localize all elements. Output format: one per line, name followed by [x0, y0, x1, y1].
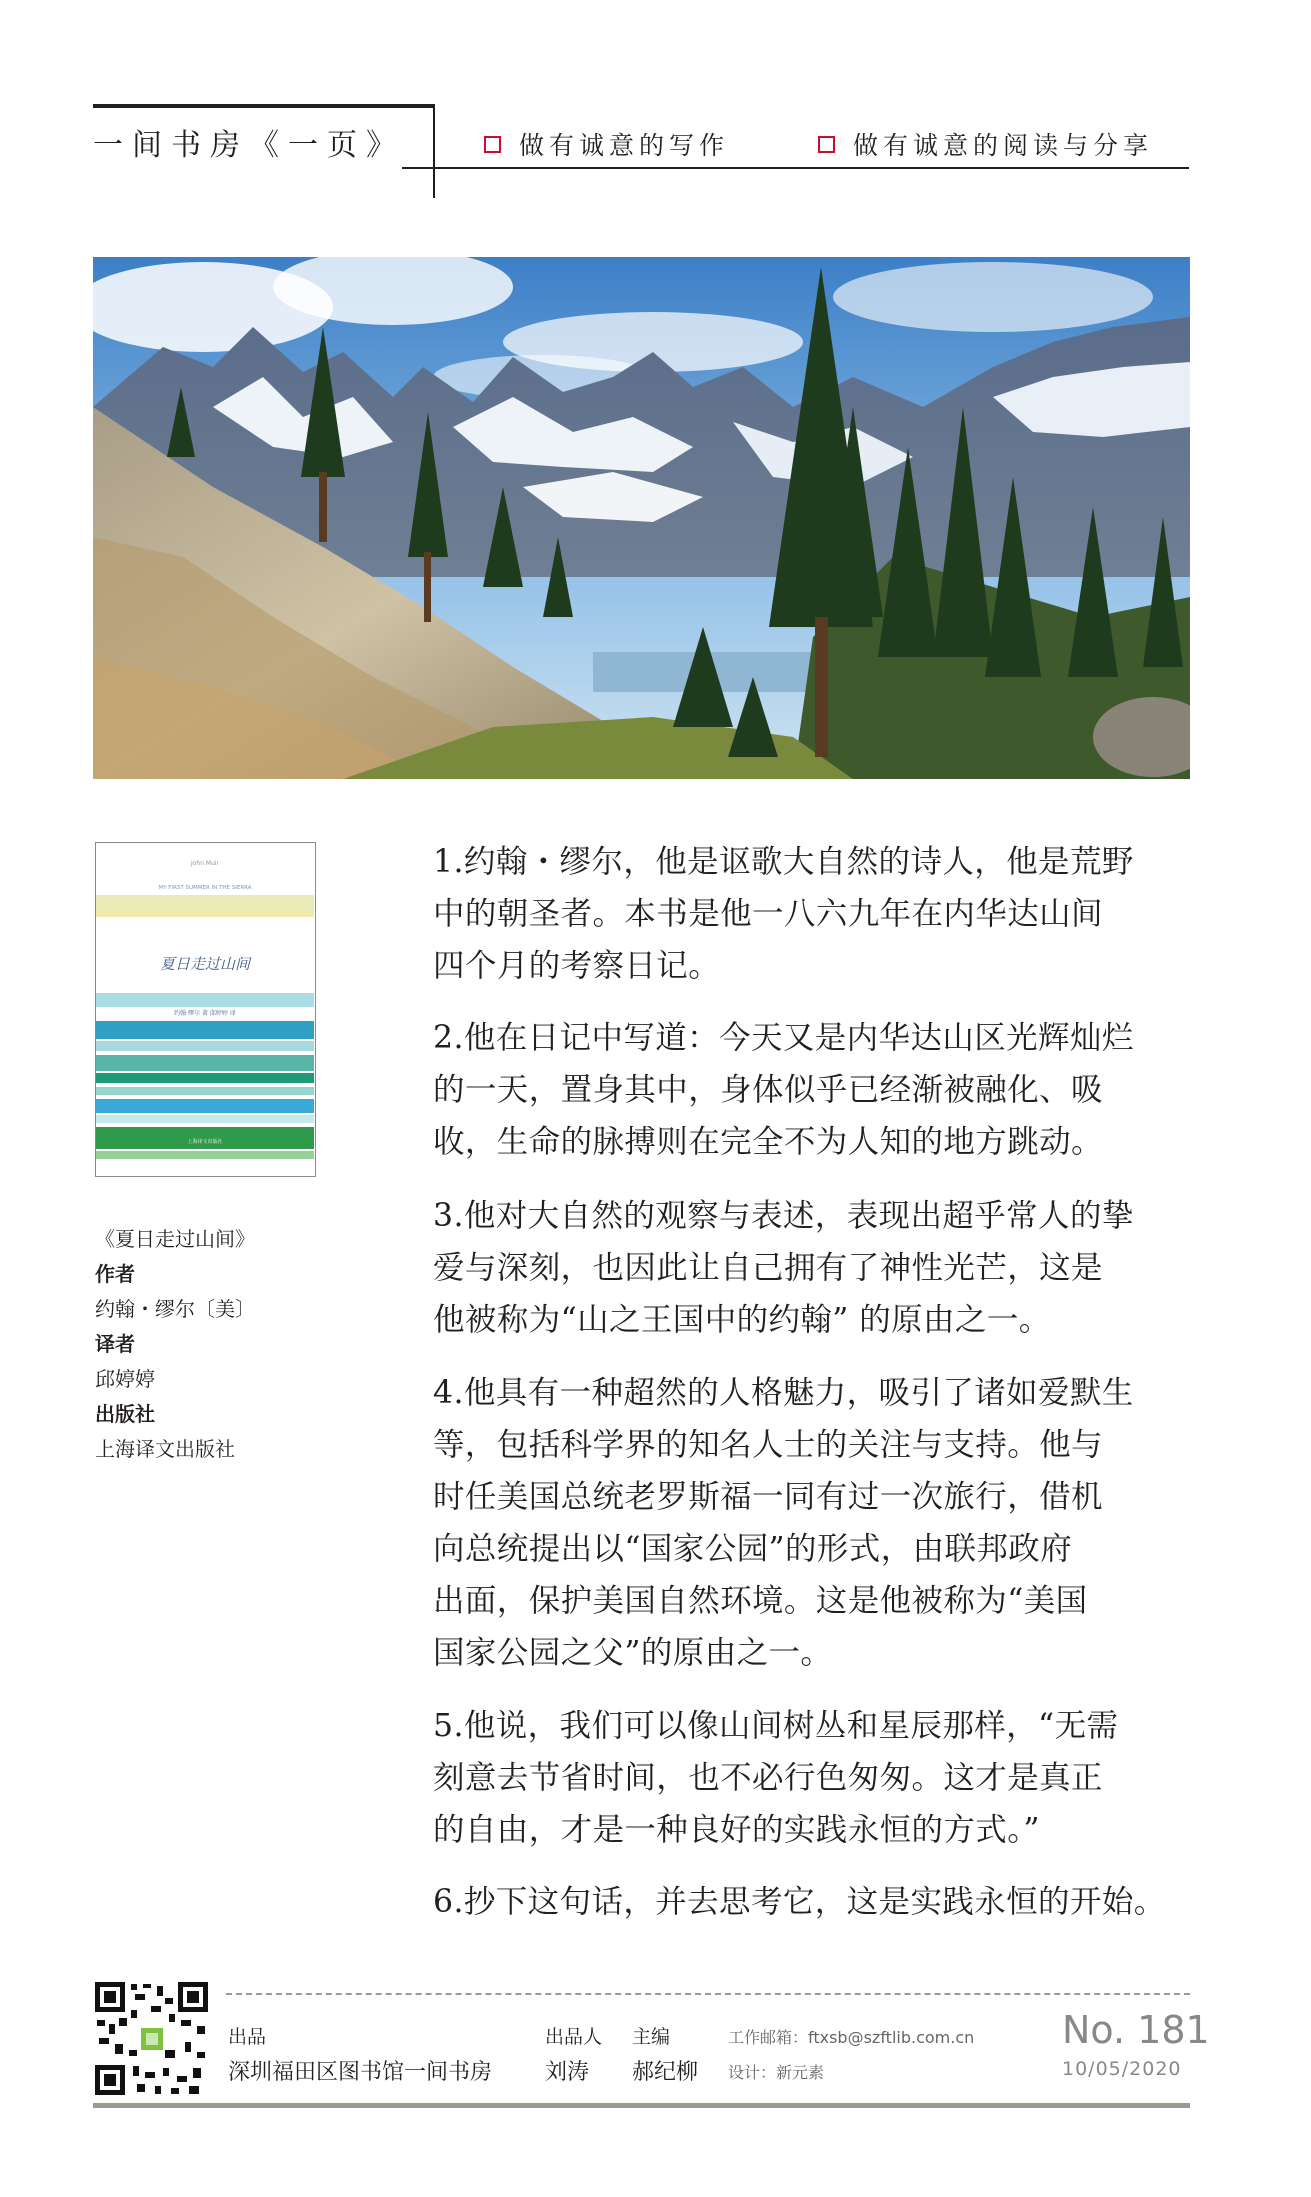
publisher-label: 出版社	[95, 1402, 155, 1426]
paragraph-5	[433, 1700, 1193, 1856]
editor-name: 郝纪柳	[632, 2060, 699, 2085]
editor-label: 主编	[632, 2026, 671, 2048]
para-number: 1.	[433, 844, 464, 880]
slogan-writing-text: 做有诚意的写作	[519, 131, 730, 160]
footer-dashed-rule	[226, 1993, 1190, 1995]
para-number: 6.	[433, 1884, 464, 1920]
para-line: 他被称为“山之王国中的约翰” 的原由之一。	[433, 1302, 1051, 1338]
designer-credit: 设计：新元素	[728, 2063, 825, 2082]
paragraph-3	[433, 1190, 1193, 1346]
cover-subtitle-en: MY FIRST SUMMER IN THE SIERRA	[158, 885, 252, 891]
para-line: 出面，保护美国自然环境。这是他被称为“美国	[433, 1583, 1088, 1619]
translator-name: 邱婷婷	[95, 1367, 155, 1391]
checkbox-icon	[818, 136, 835, 153]
column-title: 一间书房《一页》	[93, 128, 405, 163]
book-info	[95, 1222, 255, 1467]
cover-publisher: 上海译文出版社	[187, 1139, 223, 1145]
para-line: 等，包括科学界的知名人士的关注与支持。他与	[433, 1427, 1103, 1463]
para-line: 四个月的考察日记。	[433, 948, 721, 984]
paragraph-2	[433, 1012, 1193, 1168]
issue-number: No. 181	[1062, 2008, 1210, 2052]
book-title: 《夏日走过山间》	[95, 1227, 255, 1251]
para-number: 3.	[433, 1198, 464, 1234]
header-rule	[93, 104, 433, 108]
author-name: 约翰・缪尔〔美〕	[95, 1297, 255, 1321]
para-line: 的自由，才是一种良好的实践永恒的方式。”	[433, 1812, 1040, 1848]
para-line: 约翰・缪尔，他是讴歌大自然的诗人，他是荒野	[463, 844, 1134, 880]
para-line: 收，生命的脉搏则在完全不为人知的地方跳动。	[433, 1124, 1103, 1160]
book-cover	[95, 842, 316, 1177]
para-line: 刻意去节省时间，也不必行色匆匆。这才是真正	[433, 1760, 1103, 1796]
slogan-reading-text: 做有诚意的阅读与分享	[853, 131, 1154, 160]
footer-bottom-bar	[93, 2103, 1190, 2108]
para-line: 中的朝圣者。本书是他一八六九年在内华达山间	[433, 896, 1103, 932]
cover-credit: 约翰·缪尔 著 邱婷婷 译	[174, 1010, 236, 1017]
para-line: 他具有一种超然的人格魅力，吸引了诸如爱默生	[463, 1375, 1134, 1411]
qr-code[interactable]	[93, 1980, 210, 2097]
publisher-name: 上海译文出版社	[95, 1437, 235, 1461]
issue-date: 10/05/2020	[1062, 2058, 1182, 2080]
para-line: 向总统提出以“国家公园”的形式，由联邦政府	[433, 1531, 1073, 1567]
para-line: 他说，我们可以像山间树丛和星辰那样，“无需	[463, 1708, 1119, 1744]
para-line: 他在日记中写道：今天又是内华达山区光辉灿烂	[463, 1020, 1134, 1056]
mountain-lake-photo	[93, 257, 1190, 779]
producer-label: 出品	[228, 2026, 267, 2048]
para-number: 2.	[433, 1020, 464, 1056]
header-underline	[402, 167, 1189, 169]
para-line: 的一天，置身其中，身体似乎已经渐被融化、吸	[433, 1072, 1103, 1108]
producer-person: 刘涛	[545, 2060, 590, 2085]
para-number: 5.	[433, 1708, 464, 1744]
paragraph-6	[433, 1876, 1193, 1928]
para-line: 他对大自然的观察与表述，表现出超乎常人的挚	[463, 1198, 1134, 1234]
para-line: 国家公园之父”的原由之一。	[433, 1635, 833, 1671]
para-number: 4.	[433, 1375, 464, 1411]
translator-label: 译者	[95, 1332, 135, 1356]
producer-person-label: 出品人	[545, 2026, 603, 2048]
para-line: 爱与深刻，也因此让自己拥有了神性光芒，这是	[433, 1250, 1103, 1286]
header-divider	[433, 104, 435, 198]
para-line: 抄下这句话，并去思考它，这是实践永恒的开始。	[463, 1884, 1166, 1920]
para-line: 时任美国总统老罗斯福一同有过一次旅行，借机	[433, 1479, 1103, 1515]
slogan-reading	[818, 126, 1153, 162]
contact-email[interactable]: 工作邮箱：ftxsb@szftlib.com.cn	[728, 2028, 975, 2047]
cover-title: 夏日走过山间	[159, 955, 251, 973]
slogan-writing	[484, 126, 729, 162]
paragraph-4	[433, 1367, 1193, 1679]
paragraph-1	[433, 836, 1193, 992]
checkbox-icon	[484, 136, 501, 153]
author-label: 作者	[95, 1262, 135, 1286]
cover-author-en: John Muir	[190, 860, 220, 867]
producer-name: 深圳福田区图书馆一间书房	[228, 2060, 493, 2085]
